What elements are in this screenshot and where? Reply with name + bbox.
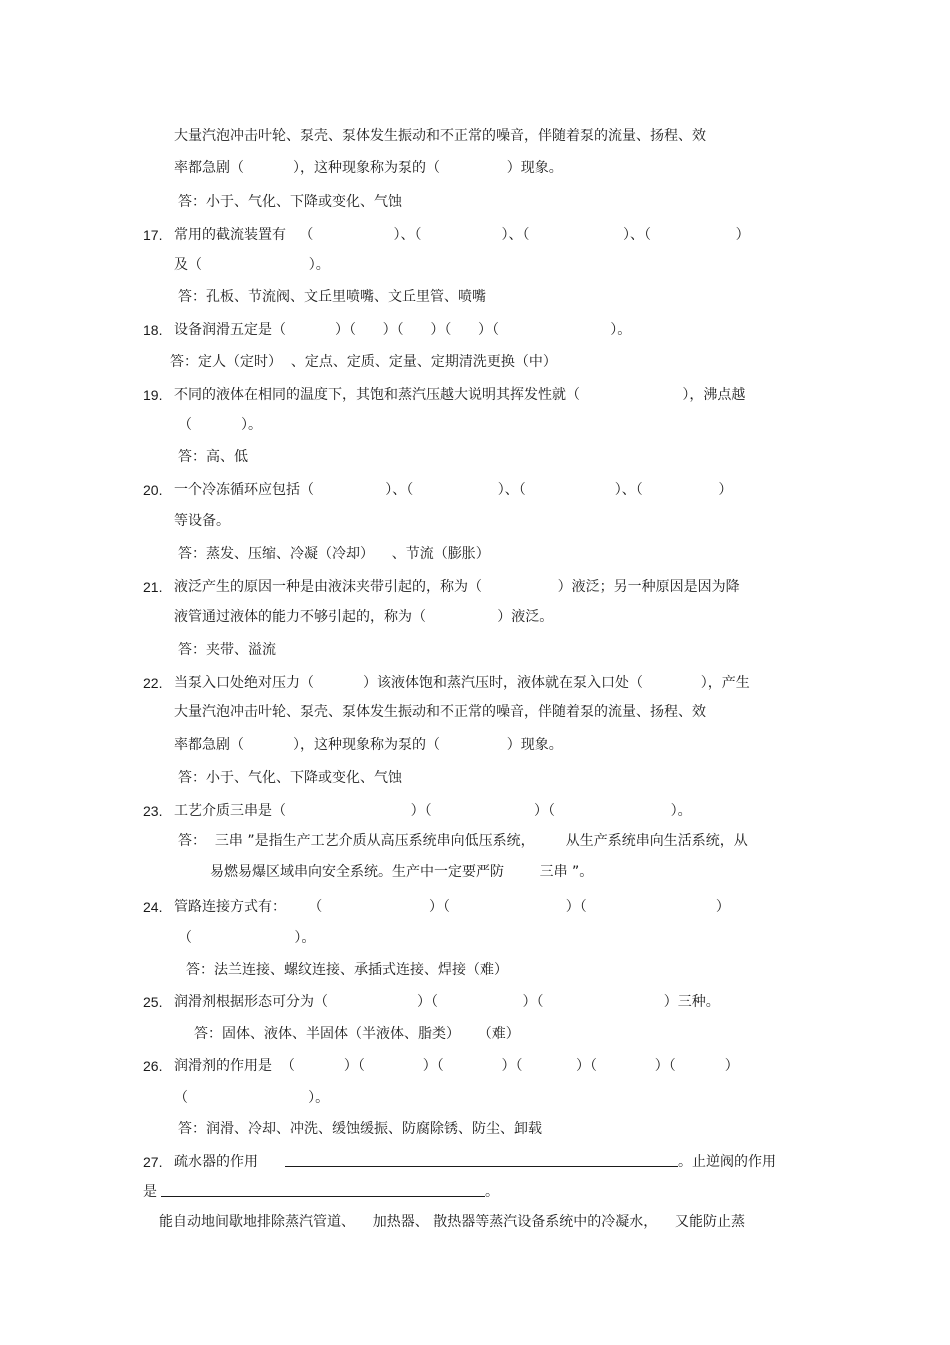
question-number: 20. [143,482,163,498]
question-text: 管路连接方式有： （ ）（ ）（ ） [174,899,730,915]
text-line: 易燃易爆区域串向安全系统。生产中一定要严防 三串 ”。 [210,864,594,880]
question-text: 设备润滑五定是（ ）（ ）（ ）（ ）（ ）。 [174,322,632,338]
answer-line: 答：蒸发、压缩、冷凝（冷却） 、节流（膨胀） [178,546,490,562]
question-text: 疏水器的作用 [174,1154,258,1170]
question-number: 22. [143,675,163,691]
question-text: 工艺介质三串是（ ）（ ）（ ）。 [174,803,692,819]
answer-line: 答：小于、气化、下降或变化、气蚀 [178,770,402,786]
question-number: 18. [143,322,163,338]
text-line: （ ）。 [178,930,316,946]
answer-line: 答：定人（定时） 、定点、定质、定量、定期清洗更换（中） [170,354,557,370]
question-text: 一个冷冻循环应包括（ ）、（ ）、（ ）、（ ） [174,482,733,498]
question-number: 17. [143,227,163,243]
answer-line: 答： 三串 ”是指生产工艺介质从高压系统串向低压系统， 从生产系统串向生活系统，从 [178,833,748,849]
answer-line: 答：高、低 [178,449,248,465]
question-text: 常用的截流装置有 （ ）、（ ）、（ ）、（ ） [174,227,750,243]
answer-line: 答：润滑、冷却、冲洗、缓蚀缓振、防腐除锈、防尘、卸载 [178,1121,542,1137]
text-line: 率都急剧（ ），这种现象称为泵的（ ）现象。 [174,160,563,176]
answer-blank-underline [285,1166,678,1167]
question-text: 不同的液体在相同的温度下，其饱和蒸汽压越大说明其挥发性就（ ），沸点越 [174,387,746,403]
question-number: 24. [143,899,163,915]
question-text: 液泛产生的原因一种是由液沫夹带引起的，称为（ ）液泛；另一种原因是因为降 [174,579,740,595]
text-line: 大量汽泡冲击叶轮、泵壳、泵体发生振动和不正常的噪音，伴随着泵的流量、扬程、效 [174,704,706,720]
text-line: 。止逆阀的作用 [678,1154,776,1170]
text-line: 。 [485,1184,499,1200]
text-line: 大量汽泡冲击叶轮、泵壳、泵体发生振动和不正常的噪音，伴随着泵的流量、扬程、效 [174,128,706,144]
question-text: 润滑剂的作用是 （ ）（ ）（ ）（ ）（ ）（ ） [174,1058,739,1074]
question-text: 当泵入口处绝对压力（ ）该液体饱和蒸汽压时，液体就在泵入口处（ ），产生 [174,675,750,691]
answer-line: 答：法兰连接、螺纹连接、承插式连接、焊接（难） [186,962,508,978]
text-line: 率都急剧（ ），这种现象称为泵的（ ）现象。 [174,737,563,753]
answer-line: 答：夹带、溢流 [178,642,276,658]
question-text: 润滑剂根据形态可分为（ ）（ ）（ ）三种。 [174,994,720,1010]
text-line: 及（ ）。 [174,257,330,273]
question-number: 23. [143,803,163,819]
answer-line: 答：小于、气化、下降或变化、气蚀 [178,194,402,210]
text-line: 液管通过液体的能力不够引起的，称为（ ）液泛。 [174,609,554,625]
question-number: 26. [143,1058,163,1074]
answer-blank-underline [161,1196,485,1197]
question-number: 27. [143,1154,163,1170]
question-number: 21. [143,579,163,595]
answer-line: 答：孔板、节流阀、文丘里喷嘴、文丘里管、喷嘴 [178,289,486,305]
question-number: 19. [143,387,163,403]
text-line: （ ）。 [174,1090,330,1106]
text-line: （ ）。 [178,417,262,433]
question-number: 25. [143,994,163,1010]
answer-line: 能自动地间歇地排除蒸汽管道、 加热器、 散热器等蒸汽设备系统中的冷凝水， 又能防止蒸 [159,1214,746,1230]
answer-line: 答：固体、液体、半固体（半液体、脂类） （难） [194,1026,520,1042]
text-line: 等设备。 [174,513,230,529]
text-line: 是 [143,1184,157,1200]
